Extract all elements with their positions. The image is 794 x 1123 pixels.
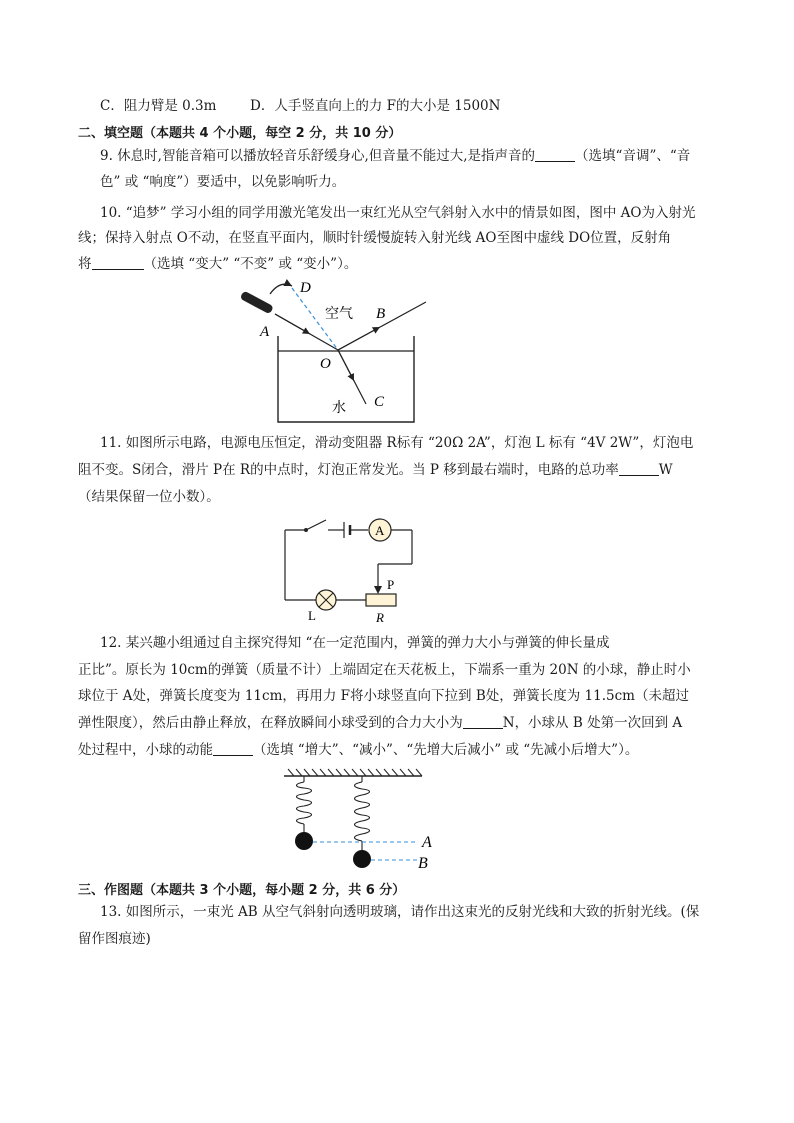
q10-text-a: 将 xyxy=(78,256,92,272)
option-c: C．阻力臂是 0.3m xyxy=(100,98,217,114)
label-a: A xyxy=(260,324,270,340)
rheostat-r-icon xyxy=(366,594,396,606)
q12-line5 xyxy=(78,740,638,760)
q10-line2: 线；保持入射点 O不动，在竖直平面内，顺时针缓慢旋转入射光线 AO至图中虚线 DO位置，反射角 xyxy=(78,230,672,246)
q12-text-d: （选填 “增大”、“减小”、“先增大后减小” 或 “先减小后增大”）。 xyxy=(253,742,639,758)
spring-left-icon xyxy=(297,776,312,832)
q12-answer-blank-1[interactable] xyxy=(463,714,503,729)
q10-line3 xyxy=(78,254,357,274)
q10-text-b: （选填 “变大” “不变” 或 “变小”）。 xyxy=(143,256,358,272)
q12-answer-blank-2[interactable] xyxy=(213,741,253,756)
label-b: B xyxy=(376,306,386,322)
label-l: L xyxy=(308,608,316,623)
q9-line1 xyxy=(100,146,690,166)
label-water: 水 xyxy=(332,401,346,416)
q11-answer-blank[interactable] xyxy=(619,461,659,476)
section-title-fill-in: 二、填空题（本题共 4 个小题，每空 2 分，共 10 分） xyxy=(78,126,402,141)
label-b: B xyxy=(418,855,428,872)
section-title-drawing: 三、作图题（本题共 3 个小题，每小题 2 分，共 6 分） xyxy=(78,883,406,898)
switch-s-icon xyxy=(306,520,326,530)
water-tank xyxy=(278,336,414,422)
q12-spring-figure xyxy=(280,768,440,872)
q10-line1: 10. “追梦” 学习小组的同学用激光笔发出一束红光从空气斜射入水中的情景如图，图中 AO为入射光 xyxy=(100,205,696,221)
q12-line1: 12. 某兴趣小组通过自主探究得知 “在一定范围内，弹簧的弹力大小与弹簧的伸长量成 xyxy=(100,635,610,651)
q11-line2 xyxy=(78,460,673,480)
q9-answer-blank[interactable] xyxy=(535,147,575,162)
label-p: P xyxy=(387,577,395,592)
q12-text-c: 处过程中，小球的动能 xyxy=(78,742,213,758)
q12-line2: 正比”。原长为 10cm的弹簧（质量不计）上端固定在天花板上，下端系一重为 20N 的小球，静止时小 xyxy=(78,662,691,678)
q12-line4 xyxy=(78,713,682,733)
ammeter-label: A xyxy=(375,523,385,538)
q11-line1: 11. 如图所示电路，电源电压恒定，滑动变阻器 R标有 “20Ω 2A”，灯泡 L 标有 “4V 2W”，灯泡电 xyxy=(100,435,694,451)
q11-text-b: W xyxy=(658,462,673,478)
q12-text-a: 弹性限度），然后由静止释放，在释放瞬间小球受到的合力大小为 xyxy=(78,715,463,731)
spring-right-icon xyxy=(355,776,370,851)
label-a: A xyxy=(422,834,432,851)
label-o: O xyxy=(320,356,331,372)
q11-circuit-figure xyxy=(280,514,420,624)
q10-answer-blank[interactable] xyxy=(92,255,144,270)
laser-pen-icon xyxy=(240,290,274,314)
q9-text-b: （选填“音调”、“音 xyxy=(575,148,691,164)
q13-line1: 13. 如图所示，一束光 AB 从空气斜射向透明玻璃，请作出这束光的反射光线和大致的折射光线。(保 xyxy=(100,904,700,920)
q12-line3: 球位于 A处，弹簧长度变为 11cm，再用力 F将小球竖直向下拉到 B处，弹簧长度为 11.5cm（未超过 xyxy=(78,688,689,704)
option-d: D．人手竖直向上的力 F的大小是 1500N xyxy=(250,98,501,114)
ball-right xyxy=(353,850,371,868)
q13-line2: 留作图痕迹) xyxy=(78,931,151,947)
q11-text-a: 阻不变。S闭合，滑片 P在 R的中点时，灯泡正常发光。当 P 移到最右端时，电路的总功率 xyxy=(78,462,619,478)
label-c: C xyxy=(374,394,385,410)
q12-text-b: N，小球从 B 处第一次回到 A xyxy=(502,715,683,731)
label-d: D xyxy=(300,280,311,296)
label-air: 空气 xyxy=(325,307,353,322)
ball-left xyxy=(295,832,313,850)
rotation-arrow-icon xyxy=(270,284,292,294)
q11-line3: （结果保留一位小数）。 xyxy=(78,489,220,505)
q9-text-a: 9. 休息时,智能音箱可以播放轻音乐舒缓身心,但音量不能过大,是指声音的 xyxy=(100,148,536,164)
q9-line2: 色” 或 “响度”）要适中，以免影响听力。 xyxy=(100,174,346,190)
q10-refraction-figure xyxy=(230,276,440,426)
label-r: R xyxy=(376,610,384,624)
